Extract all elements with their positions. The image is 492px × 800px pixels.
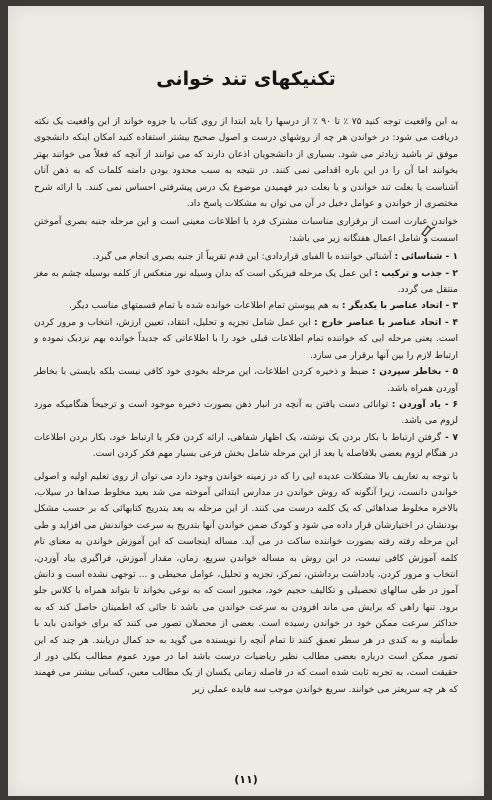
item-number: ۷ - <box>441 432 459 443</box>
item-number: ۳ - <box>442 301 458 312</box>
list-item <box>34 315 458 364</box>
item-text: ضبط و ذخیره کردن اطلاعات، این مرحله بخودی خود کافی نیست بلکه بایستی با بخاطر آوردن همراه باشد. <box>34 367 458 394</box>
item-heading: جذب و ترکیب : <box>374 268 443 279</box>
book-page <box>8 6 484 796</box>
item-text: این عمل شامل تجزیه و تحلیل، انتقاد، تعیین ارزش، انتخاب و مرور کردن است. یعنی مرحله ایی که خواننده تمام اطلاعات قبلی خود را با اطلاعاتی که جدیداً خوانده بهم نزدیک نموده و ارتباط لازم را بین آنها برقرار می سازد. <box>34 317 458 361</box>
list-item <box>34 430 458 463</box>
definition-paragraph: خواندن عبارت است از برقراری مناسبات مشترک فرد با اطلاعات معینی است و این مرحله جنبه بصری آموختن اسست و شامل اعمال هفتگانه زیر می باشد: <box>34 217 458 244</box>
item-number: ۵ - <box>441 367 458 378</box>
item-text: این عمل یک مرحله فیزیکی است که بدان وسیله نور منعکس از کلمه بوسیله چشم به مغز منتقل می گردد. <box>34 268 458 296</box>
page-body <box>34 114 458 700</box>
intro-paragraph: به این واقعیت توجه کنید ۷۵ ٪ تا ۹۰ ٪ از درسها را باید ابتدا از روی کتاب یا جزوه خواند از این واقعیت یک نکته دریافت می شود: در خواندن هر چه از روشهای درست و اصول صحیح بیشتر استفاده کنید امکان اینکه دانشجوی موفق تر باشید زیادتر می شود. بسیاری از دانشجویان اذعان دارند که می توانند از آنچه که فعلاً می خوانند بهتر بخوانند اما آن را در این باره اقدامی نمی کنند. در نتیجه به سبب محدود بودن دامنه کلمات که به ذهن آنان آشناست یا بعلت تند خواندن و یا بعلت دیر فهمیدن موضوع یک درس پیشرفتی احساس نمی کنند. با ارائه شرح مختصری از خواندن و عوامل دخیل در آن می توان به مشکلات پاسخ داد. <box>34 117 458 210</box>
item-text: آشنائی خواننده با الفبای قراردادی: این قدم تقریباً از جنبه بصری انجام می گیرد. <box>92 252 395 263</box>
page-title: تکنیکهای تند خوانی <box>156 68 336 90</box>
list-item <box>34 298 458 314</box>
closing-paragraph: با توجه به تعاریف بالا مشکلات عدیده ایی را که در زمینه خواندن وجود دارد می توان از روی تعلیم اولیه و اصولی خواندن دانست، زیرا آنگونه که روش خواندن در مدارس ابتدائی آموخته می شد بعید مخلوط صداها در سیلاب، بالاخره مخلوط صداهائی که یک کلمه درست می کنند. از این مرحله به بعد بتدریج کتابهائی که بر حسب مشکل بودنشان در اختیارشان قرار داده می شود و کودک ضمن خواندن آنها بتدریج به سرعت خواندنش می افزاید و طی این مرحله رفته رفته بصورت خواننده ساکت در می آید. مساله اینجاست که این آموزش خواندن به معنای تام کلمه آموزش کافی نیست، در این روش به مساله خواندن سریع، زمان، مقدار آموزش، فراگیری بیاد آوردن، انتخاب و مرور کردن، یادداشت برداشتن، تمرکز، تجزیه و تحلیل، عوامل محیطی و ... توجهی نشده است و دانش آموز در طی سالهای تحصیلی و تکالیف حجیم خود، مجبور است که به نوعی بخواند تا بتواند همراه با کلاس جلو برود. تنها راهی که برایش می ماند افزودن به سرعت خواندن می باشد تا جائی که اطمینان حاصل کند که به حداکثر سرعت ممکن خود در خواندن رسیده است. بعضی از محصلان تصور می کنند که برای خواندن باید با طمأنینه و به کندی در هر سطر تعمق کنند تا تمام آنچه را نویسنده می گوید به حد کمال دریابند. هر چند که این تصور ممکن است درباره بعضی مطالب نظیر ریاضیات درست باشد اما در مورد عموم مطالب بکلی دور از حقیقت است، به تجربه ثابت شده است که در فاصله زمانی یکسان از یک مطالب معین، کسانی بیشتر می فهمند که هر چه سریعتر می خوانند. سریع خواندن موجب سه فایده عملی زیر <box>34 471 458 695</box>
list-item <box>34 364 458 397</box>
page-number: (۱۱) <box>234 773 258 786</box>
item-number: ۴ - <box>441 317 458 328</box>
item-number: ۱ - <box>442 252 458 263</box>
item-number: ۶ - <box>440 399 458 410</box>
item-text: به هم پیوستن تمام اطلاعات خوانده شده با تمام قسمتهای مناسب دیگر. <box>69 301 342 312</box>
item-heading: اتحاد عناصر با یکدیگر : <box>341 301 443 312</box>
item-heading: بخاطر سپردن : <box>371 367 442 378</box>
list-item <box>34 249 458 265</box>
list-item <box>34 397 458 430</box>
item-text: توانائی دست یافتن به آنچه در انبار ذهن بصورت ذخیره موجود است و ترجیحاً هنگامیکه مورد لزوم می باشد. <box>34 399 458 427</box>
item-number: ۲ - <box>442 268 458 279</box>
list-item <box>34 266 458 299</box>
item-text: گرفتن ارتباط با بکار بردن یک نوشته، یک اظهار شفاهی، ارائه کردن فکر یا ارتباط خود، بکار بردن اطلاعات در هنگام لزوم بعضی بلافاصله یا بعد از این مرحله شامل بخش فرعی بسیار مهم فکر کردن است. <box>34 432 458 460</box>
item-heading: اتحاد عناصر با عناصر خارج : <box>314 317 442 328</box>
item-heading: یاد آوردن : <box>391 399 441 410</box>
item-heading: شناسائی : <box>394 252 443 263</box>
